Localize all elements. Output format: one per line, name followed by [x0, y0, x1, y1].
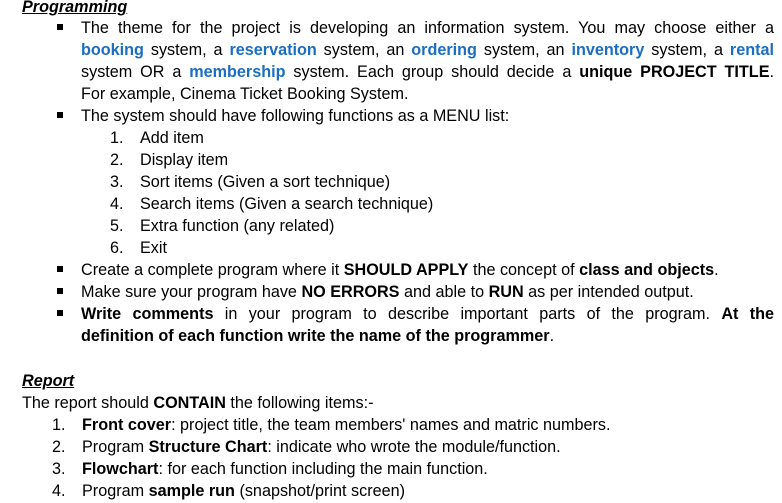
comments-line-2: definition of each function write the name of the programmer. — [81, 327, 555, 345]
menu-item: 5. Extra function (any related) — [110, 217, 335, 235]
unique-project-title: unique PROJECT TITLE — [579, 63, 770, 81]
report-intro: The report should CONTAIN the following items:- — [22, 394, 374, 412]
bullet-no-errors-text: Make sure your program have NO ERRORS and able to RUN as per intended output. — [81, 283, 694, 301]
bullet-marker — [57, 112, 63, 118]
keyword-rental: rental — [729, 41, 774, 59]
bullet-marker — [57, 266, 63, 272]
theme-example-line: For example, Cinema Ticket Booking System. — [81, 85, 409, 103]
theme-line-1: The theme for the project is developing an information system. You may choose either a — [81, 19, 774, 37]
bullet-menu-text: The system should have following functions as a MENU list: — [81, 107, 510, 125]
keyword-membership: membership — [189, 63, 286, 81]
report-item: 1. Front cover: project title, the team members' names and matric numbers. — [52, 416, 611, 434]
comments-line-1: Write comments in your program to describe important parts of the program. At the — [81, 305, 775, 323]
theme-line-2: booking system, a reservation system, an ordering system, an inventory system, a rental — [81, 41, 774, 59]
keyword-booking: booking — [81, 41, 144, 59]
menu-item: 2. Display item — [110, 151, 229, 169]
bullet-class-objects-text: Create a complete program where it SHOULD APPLY the concept of class and objects. — [81, 261, 719, 279]
keyword-ordering: ordering — [411, 41, 477, 59]
menu-item: 4. Search items (Given a search technique) — [110, 195, 434, 213]
bullet-marker — [57, 310, 63, 316]
programming-heading: Programming — [22, 0, 128, 16]
bullet-theme-text — [81, 17, 774, 105]
menu-item: 3. Sort items (Given a sort technique) — [110, 173, 391, 191]
report-item: 3. Flowchart: for each function including the main function. — [52, 460, 488, 478]
theme-line-3: system OR a membership system. Each group should decide a unique PROJECT TITLE. — [81, 63, 774, 81]
menu-item: 1. Add item — [110, 129, 204, 147]
report-item: 2. Program Structure Chart: indicate who wrote the module/function. — [52, 438, 561, 456]
bullet-marker — [57, 288, 63, 294]
keyword-inventory: inventory — [571, 41, 645, 59]
bullet-comments-text — [81, 303, 774, 347]
keyword-reservation: reservation — [229, 41, 317, 59]
report-item: 4. Program sample run (snapshot/print screen) — [52, 482, 406, 500]
report-heading: Report — [22, 372, 75, 390]
bullet-marker — [57, 24, 63, 30]
menu-item: 6. Exit — [110, 239, 167, 257]
